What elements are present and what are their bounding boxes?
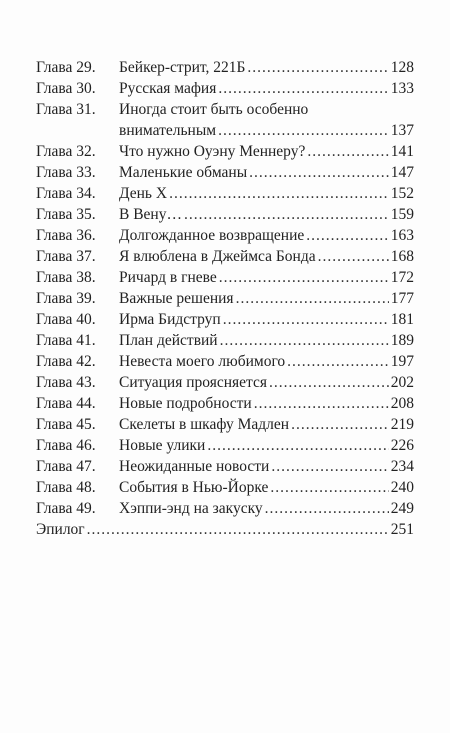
page-number: 159 xyxy=(390,206,414,223)
toc-entry xyxy=(36,99,414,141)
toc-entry xyxy=(36,498,414,519)
chapter-title: Маленькие обманы xyxy=(119,164,248,181)
dot-leader xyxy=(249,162,389,183)
toc-entry xyxy=(36,141,414,162)
toc-entry xyxy=(36,57,414,78)
chapter-title: Долгожданное возвращение xyxy=(119,227,305,244)
chapter-number: Глава 34. xyxy=(36,185,96,202)
chapter-number: Глава 41. xyxy=(36,332,96,349)
chapter-number: Глава 47. xyxy=(36,458,96,475)
dot-leader xyxy=(247,57,388,78)
chapter-title: Невеста моего любимого xyxy=(119,353,286,370)
page-number: 172 xyxy=(390,269,414,286)
page-number: 137 xyxy=(390,122,414,139)
toc-entry-epilogue xyxy=(36,519,414,540)
chapter-number: Глава 35. xyxy=(36,206,96,223)
dot-leader xyxy=(184,204,389,225)
toc-entry xyxy=(36,288,414,309)
chapter-number: Глава 32. xyxy=(36,143,96,160)
chapter-title: Ричард в гневе xyxy=(119,269,217,286)
toc-entry xyxy=(36,456,414,477)
chapter-number: Глава 42. xyxy=(36,353,96,370)
page-number: 141 xyxy=(390,143,414,160)
chapter-title: Хэппи-энд на закуску xyxy=(119,500,263,517)
chapter-title: Русская мафия xyxy=(119,80,217,97)
chapter-title: Ирма Бидструп xyxy=(119,311,221,328)
chapter-number: Глава 49. xyxy=(36,500,96,517)
chapter-title: Я влюблена в Джеймса Бонда xyxy=(119,248,316,265)
dot-leader xyxy=(271,456,388,477)
chapter-title: Неожиданные новости xyxy=(119,458,270,475)
toc-entry xyxy=(36,351,414,372)
toc-entry xyxy=(36,162,414,183)
toc-entry xyxy=(36,372,414,393)
chapter-title: Иногда стоит быть особенно xyxy=(119,101,309,118)
dot-leader xyxy=(287,351,389,372)
dot-leader xyxy=(291,414,389,435)
chapter-number: Глава 45. xyxy=(36,416,96,433)
toc-entry xyxy=(36,393,414,414)
dot-leader xyxy=(223,309,389,330)
chapter-title: В Вену… xyxy=(119,206,182,223)
dot-leader xyxy=(306,225,388,246)
dot-leader xyxy=(87,519,389,540)
dot-leader xyxy=(270,477,388,498)
toc-entry xyxy=(36,267,414,288)
table-of-contents xyxy=(36,57,414,540)
chapter-number: Глава 30. xyxy=(36,80,96,97)
toc-entry xyxy=(36,309,414,330)
chapter-title: Скелеты в шкафу Мадлен xyxy=(119,416,290,433)
chapter-title: День X xyxy=(119,185,168,202)
chapter-number: Глава 43. xyxy=(36,374,96,391)
chapter-title: План действий xyxy=(119,332,218,349)
toc-entry xyxy=(36,435,414,456)
dot-leader xyxy=(219,267,389,288)
chapter-title: Важные решения xyxy=(119,290,234,307)
toc-entry xyxy=(36,246,414,267)
chapter-title: Новые подробности xyxy=(119,395,252,412)
chapter-title-continuation: внимательным xyxy=(119,122,217,139)
toc-entry xyxy=(36,414,414,435)
dot-leader xyxy=(218,78,388,99)
page-number: 234 xyxy=(390,458,414,475)
chapter-title: Новые улики xyxy=(119,437,206,454)
page-number: 189 xyxy=(390,332,414,349)
dot-leader xyxy=(218,120,389,141)
page-number: 152 xyxy=(390,185,414,202)
page-number: 197 xyxy=(390,353,414,370)
toc-entry xyxy=(36,204,414,225)
toc-entry xyxy=(36,183,414,204)
page-number: 208 xyxy=(390,395,414,412)
dot-leader xyxy=(265,498,389,519)
page-number: 163 xyxy=(390,227,414,244)
chapter-number: Глава 48. xyxy=(36,479,96,496)
dot-leader xyxy=(307,141,388,162)
toc-entry xyxy=(36,225,414,246)
chapter-number: Глава 39. xyxy=(36,290,96,307)
chapter-number: Глава 38. xyxy=(36,269,96,286)
page-number: 181 xyxy=(390,311,414,328)
page-number: 251 xyxy=(390,521,414,538)
page-number: 133 xyxy=(390,80,414,97)
page-number: 240 xyxy=(390,479,414,496)
chapter-title: Ситуация проясняется xyxy=(119,374,268,391)
dot-leader xyxy=(220,330,389,351)
toc-entry xyxy=(36,330,414,351)
chapter-number: Глава 36. xyxy=(36,227,96,244)
dot-leader xyxy=(236,288,389,309)
page-number: 202 xyxy=(390,374,414,391)
toc-entry xyxy=(36,78,414,99)
page-number: 128 xyxy=(390,59,414,76)
toc-entry xyxy=(36,477,414,498)
epilogue-title: Эпилог xyxy=(36,521,85,538)
chapter-title: События в Нью-Йорке xyxy=(119,479,269,496)
dot-leader xyxy=(207,435,388,456)
page-number: 249 xyxy=(390,500,414,517)
page-number: 226 xyxy=(390,437,414,454)
dot-leader xyxy=(269,372,389,393)
chapter-title: Что нужно Оуэну Меннеру? xyxy=(119,143,306,160)
chapter-number: Глава 31. xyxy=(36,101,96,118)
page-number: 168 xyxy=(390,248,414,265)
page-number: 177 xyxy=(390,290,414,307)
chapter-number: Глава 33. xyxy=(36,164,96,181)
chapter-number: Глава 44. xyxy=(36,395,96,412)
chapter-number: Глава 46. xyxy=(36,437,96,454)
chapter-number: Глава 40. xyxy=(36,311,96,328)
page-number: 219 xyxy=(390,416,414,433)
chapter-number: Глава 37. xyxy=(36,248,96,265)
dot-leader xyxy=(169,183,389,204)
chapter-title: Бейкер-стрит, 221Б xyxy=(119,59,246,76)
page-number: 147 xyxy=(390,164,414,181)
dot-leader xyxy=(254,393,389,414)
dot-leader xyxy=(318,246,389,267)
chapter-number: Глава 29. xyxy=(36,59,96,76)
